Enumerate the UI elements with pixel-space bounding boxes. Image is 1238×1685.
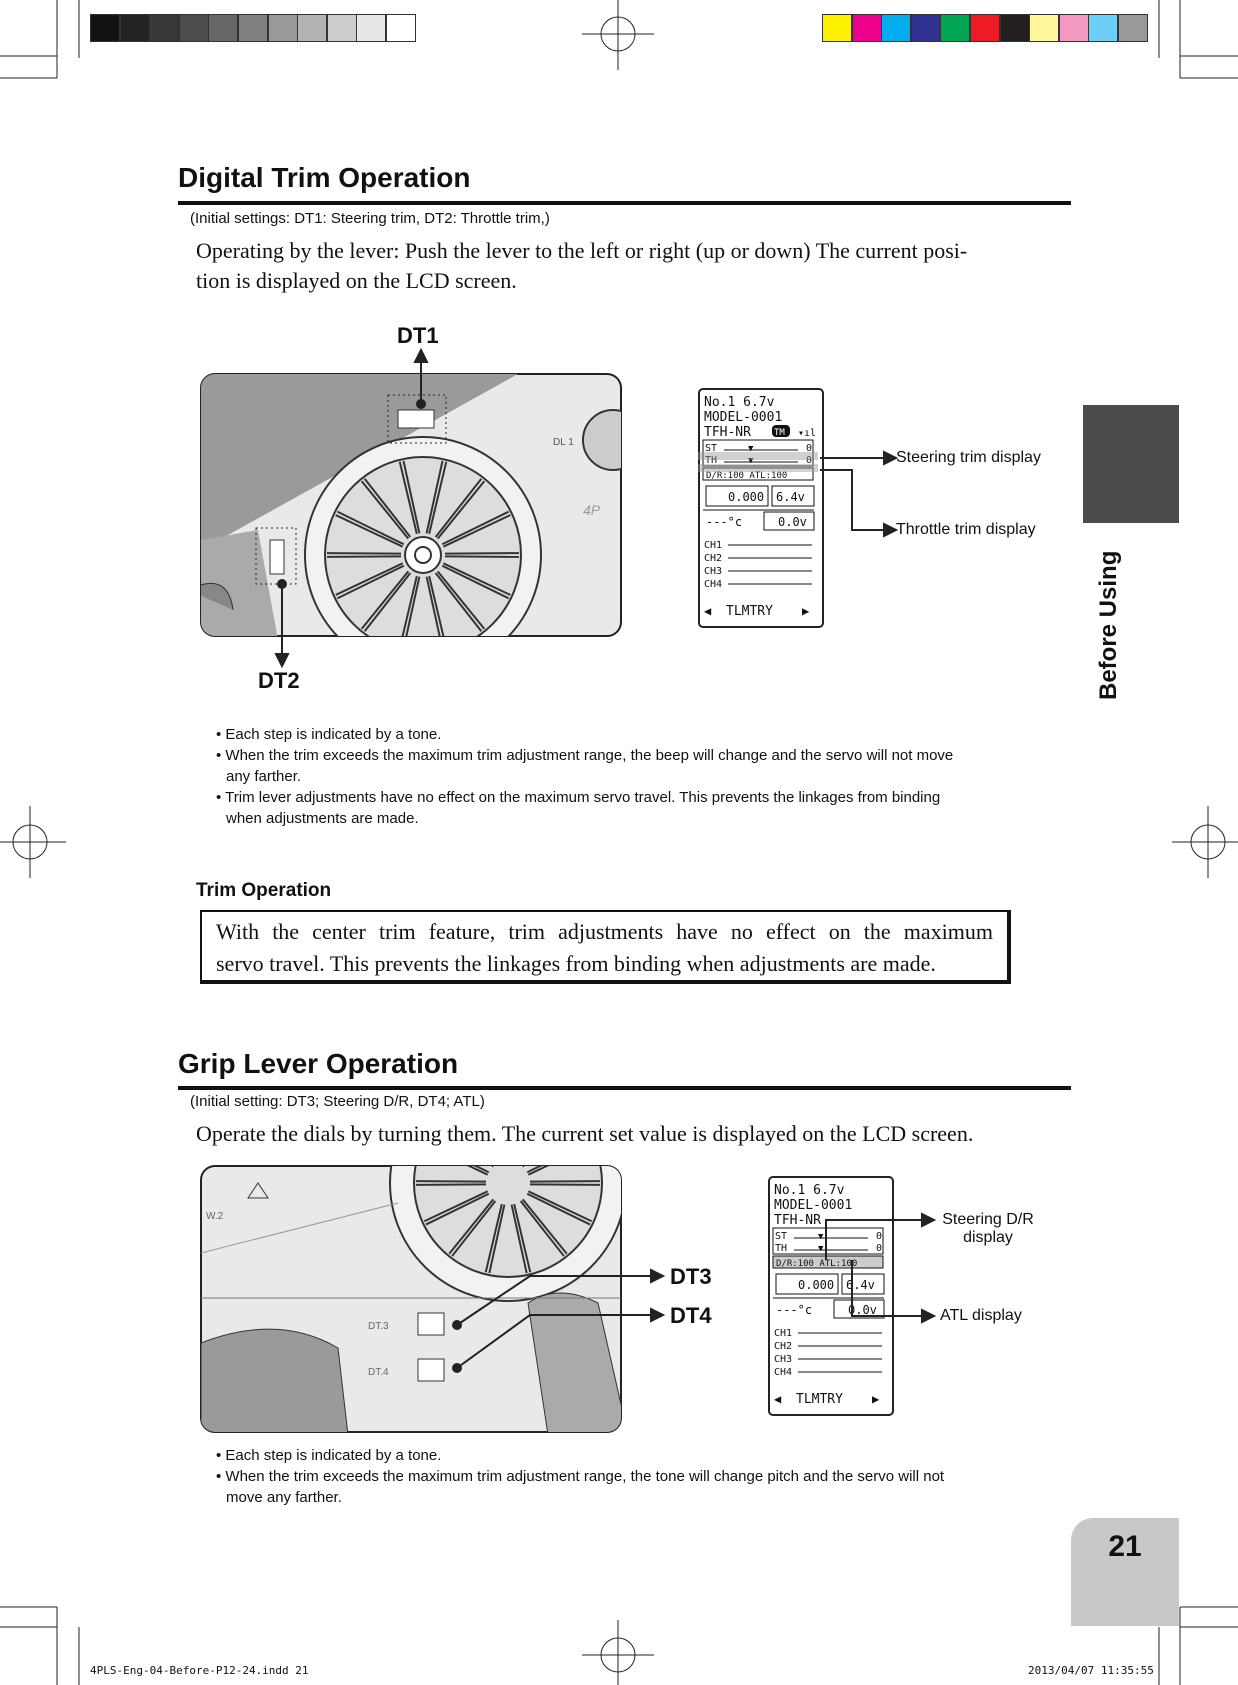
lcd2-line-1: No.1 6.7v [774,1183,845,1198]
bullet-item: • Trim lever adjustments have no effect on the maximum servo travel. This prevents the linkages from binding [216,789,941,806]
footer-timestamp: 2013/04/07 11:35:55 [1028,1664,1154,1677]
transmitter-dl-text: DL 1 [553,437,574,448]
lcd2-right-arrow-icon: ▶ [872,1392,880,1406]
lcd-th-value: 0 [806,455,813,466]
lcd-ch4: CH4 [704,579,723,590]
lcd-ch2: CH2 [704,553,723,564]
lcd2-line-2: MODEL-0001 [774,1198,853,1213]
lcd2-volt2: 0.0v [848,1303,877,1317]
bullet-item: • Each step is indicated by a tone. [216,1447,442,1464]
lcd-timer: 0.000 [728,490,765,504]
lcd2-temp: ---°c [776,1303,813,1317]
transmitter-brand-text: 4P [583,502,601,518]
lcd-tlmtry: TLMTRY [726,604,773,619]
lcd2-volt: 6.4v [846,1278,875,1292]
intro-paragraph: Operating by the lever: Push the lever to the left or right (up or down) The current posi- tion is displayed on the LCD screen. [196,238,968,293]
bullet-item-cont: any farther. [226,768,302,785]
bullet-item: • Each step is indicated by a tone. [216,726,442,743]
lcd2-dr-atl: D/R:100 ATL:100 [776,1259,858,1269]
lcd-tm-badge: TM [774,428,785,438]
lcd-dr-atl: D/R:100 ATL:100 [706,471,788,481]
trim-box-line-2: servo travel. This prevents the linkages from binding when adjustments are made. [216,951,936,976]
grip-lever-heading: Grip Lever Operation [178,1048,459,1079]
intro-paragraph-2: Operate the dials by turning them. The current set value is displayed on the LCD screen. [196,1121,974,1146]
bullet-item-cont: move any farther. [226,1489,342,1506]
steering-trim-display-label: Steering trim display [896,449,1041,466]
trim-operation-heading: Trim Operation [196,880,332,901]
st-marker-icon: ▼ [748,444,754,454]
lcd-line-3: TFH-NR [704,425,751,440]
lcd2-tlmtry: TLMTRY [796,1392,843,1407]
grip-sw-text: W.2 [206,1211,224,1222]
steering-dr-display-label: Steering D/R display [942,1211,1034,1246]
bullet-item: • When the trim exceeds the maximum trim adjustment range, the beep will change and the servo will not move [216,747,954,764]
st-marker-icon: ▼ [818,1232,824,1242]
lcd-st-value: 0 [806,443,813,454]
lcd2-th-value: 0 [876,1243,883,1254]
digital-trim-heading: Digital Trim Operation [178,162,471,193]
section-side-tab [1083,405,1179,523]
lcd2-line-3: TFH-NR [774,1213,821,1228]
lcd-th-label: TH [705,455,718,466]
throttle-trim-display-label: Throttle trim display [896,521,1036,538]
lcd-volt2: 0.0v [778,515,807,529]
lcd2-ch2: CH2 [774,1341,793,1352]
trim-box-line-1: With the center trim feature, trim adjustments have no effect on the maximum [216,919,993,944]
initial-settings: (Initial settings: DT1: Steering trim, DT2: Throttle trim,) [190,210,550,227]
lcd-ch1: CH1 [704,540,723,551]
lcd-volt: 6.4v [776,490,805,504]
bullet-item: • When the trim exceeds the maximum trim adjustment range, the tone will change pitch and the servo will not [216,1468,945,1485]
grip-dt3-text: DT.3 [368,1321,389,1332]
page-number: 21 [1108,1530,1142,1563]
footer-filename: 4PLS-Eng-04-Before-P12-24.indd 21 [90,1664,309,1677]
atl-display-label: ATL display [940,1307,1022,1324]
th-marker-icon: ▼ [748,456,754,466]
dt3-label: DT3 [670,1264,712,1289]
lcd2-ch4: CH4 [774,1367,793,1378]
lcd-temp: ---°c [706,515,743,529]
lcd-line-2: MODEL-0001 [704,410,783,425]
lcd2-st-value: 0 [876,1231,883,1242]
lcd-right-arrow-icon: ▶ [802,604,810,618]
th-marker-icon: ▼ [818,1244,824,1254]
lcd-left-arrow-icon: ◀ [704,604,712,618]
initial-setting-2: (Initial setting: DT3; Steering D/R, DT4; ATL) [190,1093,485,1110]
dt2-label: DT2 [258,668,300,693]
lcd2-left-arrow-icon: ◀ [774,1392,782,1406]
lcd-ch3: CH3 [704,566,723,577]
lcd2-ch3: CH3 [774,1354,793,1365]
lcd2-st-label: ST [775,1231,788,1242]
lcd-st-label: ST [705,443,718,454]
lcd-line-1: No.1 6.7v [704,395,775,410]
dt1-label: DT1 [397,323,439,348]
lcd2-th-label: TH [775,1243,788,1254]
before-using-tab-label: Before Using [1095,550,1122,700]
lcd2-ch1: CH1 [774,1328,793,1339]
grip-dt4-text: DT.4 [368,1367,389,1378]
lcd-signal-icon: ▾ıl [798,428,817,439]
bullet-item-cont: when adjustments are made. [226,810,419,827]
lcd2-timer: 0.000 [798,1278,835,1292]
dt4-label: DT4 [670,1303,712,1328]
section2-bullets [212,1445,1042,1508]
